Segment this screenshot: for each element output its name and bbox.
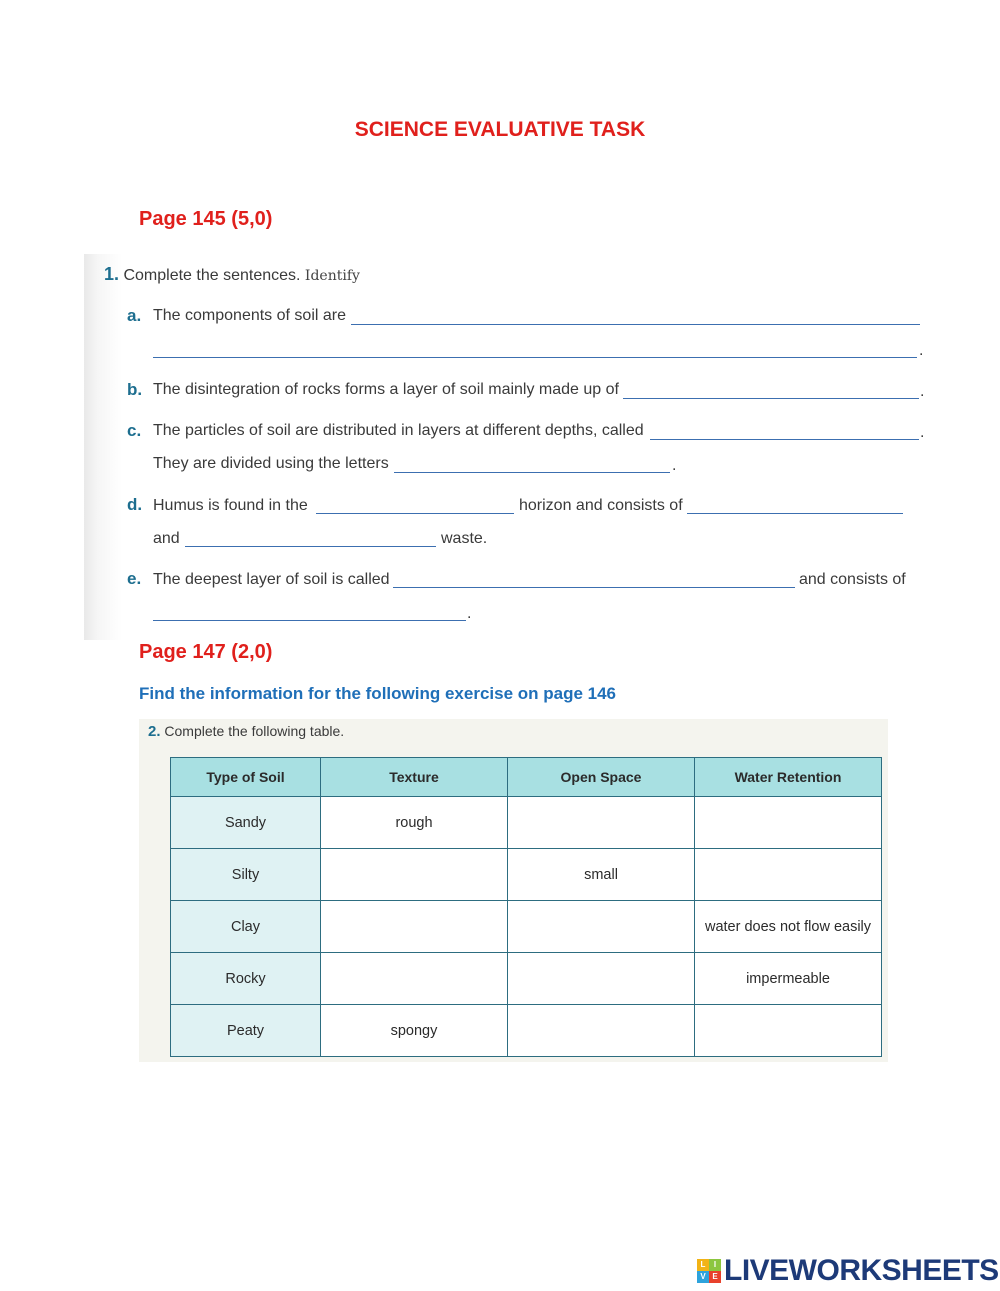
- item-c-period-1: .: [920, 424, 925, 441]
- item-e-letter: e.: [127, 569, 142, 588]
- table-cell-input[interactable]: [695, 1005, 882, 1057]
- item-a-period: .: [919, 342, 924, 359]
- item-a-blank-2[interactable]: [153, 357, 917, 358]
- exercise-1-instruction-extra: Identify: [304, 268, 360, 284]
- table-cell-input[interactable]: [508, 953, 695, 1005]
- liveworksheets-logo: [697, 1254, 999, 1288]
- item-a-text: The components of soil are: [153, 307, 346, 324]
- item-c-period-2: .: [672, 457, 677, 474]
- item-e-blank-1[interactable]: [393, 587, 795, 588]
- table-row: [171, 849, 882, 901]
- section-subheading: Find the information for the following exercise on page 146: [139, 684, 617, 703]
- table-cell: small: [508, 849, 695, 901]
- table-cell-soil: Rocky: [171, 953, 321, 1005]
- item-c-blank-1[interactable]: [650, 439, 919, 440]
- section-heading-page-147: Page 147 (2,0): [139, 641, 273, 663]
- table-cell-input[interactable]: [695, 797, 882, 849]
- table-cell: rough: [321, 797, 508, 849]
- liveworksheets-logo-text: LIVEWORKSHEETS: [724, 1254, 999, 1287]
- section-heading-page-145: Page 145 (5,0): [139, 208, 273, 230]
- table-header-row: [171, 758, 882, 797]
- exercise-2-instruction: Complete the following table.: [164, 723, 345, 739]
- logo-mark-i: I: [709, 1259, 721, 1271]
- table-cell-input[interactable]: [321, 953, 508, 1005]
- page-title: SCIENCE EVALUATIVE TASK: [354, 118, 646, 141]
- item-e-text-end: and consists of: [799, 571, 906, 588]
- table-cell-input[interactable]: [508, 1005, 695, 1057]
- item-b-letter: b.: [127, 380, 143, 399]
- item-e-period: .: [467, 605, 472, 622]
- item-d-text-2: and: [153, 530, 180, 547]
- exercise-2-instruction-row: [148, 723, 344, 740]
- table-cell: water does not flow easily: [695, 901, 882, 953]
- table-row: [171, 1005, 882, 1057]
- exercise-1-instruction: Complete the sentences.: [123, 267, 301, 284]
- item-d-letter: d.: [127, 495, 143, 514]
- table-cell-input[interactable]: [508, 901, 695, 953]
- item-e-text: The deepest layer of soil is called: [153, 571, 390, 588]
- exercise-2: [139, 719, 888, 1062]
- table-cell-soil: Clay: [171, 901, 321, 953]
- liveworksheets-logo-icon: [697, 1259, 721, 1283]
- column-header-open-space: Open Space: [508, 758, 695, 797]
- exercise-1-number: 1.: [104, 264, 120, 284]
- table-cell: spongy: [321, 1005, 508, 1057]
- column-header-water-retention: Water Retention: [695, 758, 882, 797]
- table-cell-input[interactable]: [695, 849, 882, 901]
- table-cell-soil: Sandy: [171, 797, 321, 849]
- item-e-blank-2[interactable]: [153, 620, 466, 621]
- table-cell: impermeable: [695, 953, 882, 1005]
- item-c-letter: c.: [127, 421, 142, 440]
- item-c-text-2: They are divided using the letters: [153, 455, 389, 472]
- item-d-text-end: waste.: [441, 530, 488, 547]
- item-b-period: .: [920, 383, 925, 400]
- exercise-2-number: 2.: [148, 723, 161, 740]
- logo-mark-l: L: [697, 1259, 709, 1271]
- item-d-blank-2[interactable]: [687, 513, 903, 514]
- table-cell-soil: Peaty: [171, 1005, 321, 1057]
- item-d-blank-1[interactable]: [316, 513, 514, 514]
- logo-mark-e: E: [709, 1271, 721, 1283]
- table-cell-input[interactable]: [321, 849, 508, 901]
- exercise-1: [84, 254, 926, 640]
- item-d-text: Humus is found in the: [153, 497, 308, 514]
- item-c-text: The particles of soil are distributed in layers at different depths, called: [153, 422, 644, 439]
- soil-table: [170, 757, 882, 1057]
- item-d-blank-3[interactable]: [185, 546, 436, 547]
- item-d-text-mid: horizon and consists of: [519, 497, 683, 514]
- table-cell-input[interactable]: [321, 901, 508, 953]
- exercise-1-instruction-row: [104, 264, 360, 285]
- column-header-type: Type of Soil: [171, 758, 321, 797]
- column-header-texture: Texture: [321, 758, 508, 797]
- item-a-letter: a.: [127, 306, 142, 325]
- table-cell-input[interactable]: [508, 797, 695, 849]
- logo-mark-v: V: [697, 1271, 709, 1283]
- table-cell-soil: Silty: [171, 849, 321, 901]
- table-row: [171, 953, 882, 1005]
- item-a-blank-1[interactable]: [351, 324, 920, 325]
- item-c-blank-2[interactable]: [394, 472, 670, 473]
- table-row: [171, 901, 882, 953]
- table-row: [171, 797, 882, 849]
- item-b-text: The disintegration of rocks forms a layer of soil mainly made up of: [153, 381, 619, 398]
- item-b-blank[interactable]: [623, 398, 919, 399]
